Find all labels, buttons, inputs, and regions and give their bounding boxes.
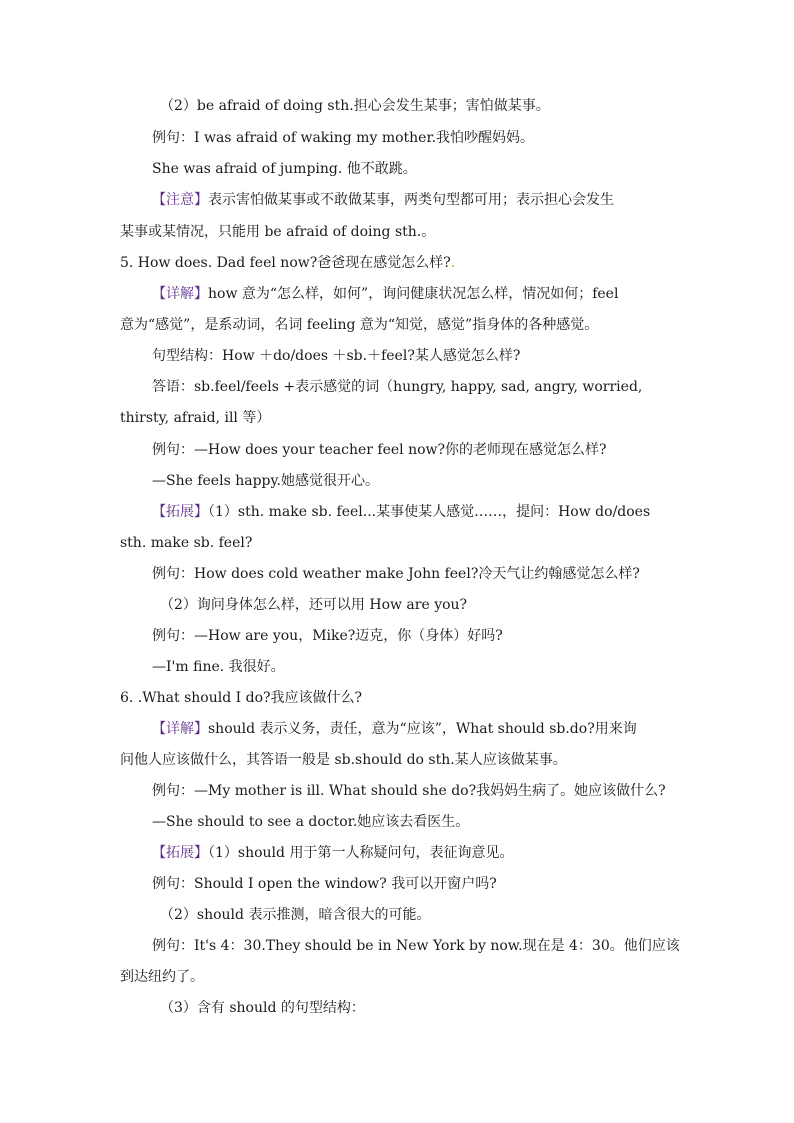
detail-marker: 【详解】	[152, 286, 208, 302]
extension-marker: 【拓展】	[152, 504, 208, 520]
text-line: 意为“感觉”，是系动词，名词 feeling 意为“知觉，感觉”指身体的各种感觉。	[120, 317, 599, 333]
text-line: 例句：How does cold weather make John feel?冷天气让约翰感觉怎么样?	[152, 566, 640, 582]
extension-line: 【拓展】（1）should 用于第一人称疑问句，表征询意见。	[152, 845, 514, 861]
extension-marker: 【拓展】	[152, 845, 208, 861]
text-line: 问他人应该做什么，其答语一般是 sb.should do sth.某人应该做某事。	[120, 752, 567, 768]
text-line: 句型结构：How ＋do/does ＋sb.＋feel?某人感觉怎么样?	[152, 348, 521, 364]
text-line: sth. make sb. feel?	[120, 535, 253, 551]
text-line: 例句：—How are you，Mike?迈克，你（身体）好吗?	[152, 628, 503, 644]
text-line: —I'm fine. 我很好。	[152, 659, 285, 675]
text-line: —She should to see a doctor.她应该去看医生。	[152, 814, 470, 830]
section-heading: 6. .What should I do?我应该做什么?	[120, 690, 363, 706]
note-marker: 【注意】	[152, 192, 208, 208]
text-line: 例句：It's 4：30.They should be in New York by now.现在是 4：30。他们应该	[152, 938, 680, 954]
text-line: 例句：—My mother is ill. What should she do?我妈妈生病了。她应该做什么?	[152, 783, 666, 799]
text-line: 到达纽约了。	[120, 969, 204, 985]
text-line: 例句：—How does your teacher feel now?你的老师现在感觉怎么样?	[152, 442, 607, 458]
extension-line: 【拓展】（1）sth. make sb. feel...某事使某人感觉……，提问：How do/does	[152, 504, 651, 520]
text-line: （3）含有 should 的句型结构：	[160, 1000, 365, 1016]
text-line: 例句：Should I open the window? 我可以开窗户吗?	[152, 876, 497, 892]
detail-line: 【详解】how 意为“怎么样，如何”，询问健康状况怎么样，情况如何；feel	[152, 286, 619, 302]
detail-line: 【详解】should 表示义务，责任，意为“应该”，What should sb.do?用来询	[152, 721, 637, 737]
text-line: （2）should 表示推测，暗含很大的可能。	[160, 907, 431, 923]
text-line: 例句：I was afraid of waking my mother.我怕吵醒妈妈。	[152, 130, 535, 146]
detail-marker: 【详解】	[152, 721, 208, 737]
text-line: —She feels happy.她感觉很开心。	[152, 473, 379, 489]
section-heading: 5. How does. Dad feel now?爸爸现在感觉怎么样?.	[120, 255, 456, 271]
text-line: She was afraid of jumping. 他不敢跳。	[152, 161, 417, 177]
text-line: thirsty, afraid, ill 等）	[120, 410, 271, 426]
note-line: 【注意】表示害怕做某事或不敢做某事，两类句型都可用；表示担心会发生	[152, 192, 614, 208]
text-line: 答语：sb.feel/feels +表示感觉的词（hungry, happy, sad, angry, worried,	[152, 379, 643, 395]
text-line: （2）询问身体怎么样，还可以用 How are you?	[160, 597, 468, 613]
text-line: （2）be afraid of doing sth.担心会发生某事；害怕做某事。	[160, 98, 550, 114]
text-line: 某事或某情况，只能用 be afraid of doing sth.。	[120, 224, 436, 240]
